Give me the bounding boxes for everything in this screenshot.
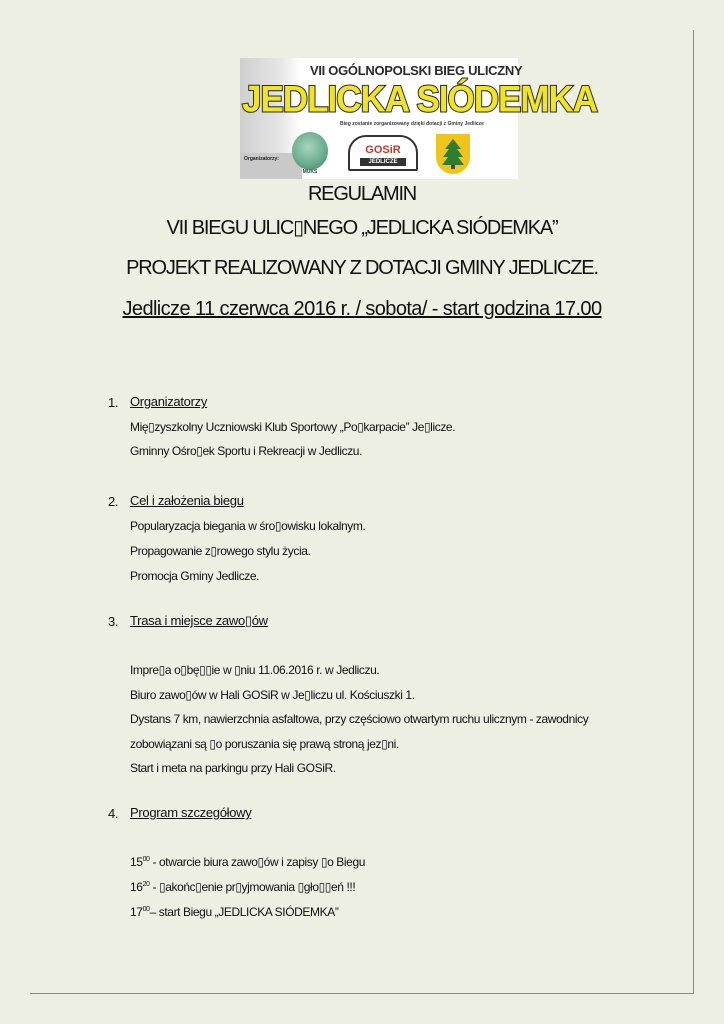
- section-number: 1.: [108, 395, 119, 410]
- section-number: 4.: [108, 806, 119, 821]
- program-item: [130, 855, 365, 869]
- muks-logo-text: MUKS: [302, 169, 318, 175]
- event-date-heading: Jedlicze 11 czerwca 2016 r. / sobota/ - start godzina 17.00: [122, 298, 602, 320]
- section-title-goals: Cel i założenia biegu: [130, 493, 244, 508]
- program-item: [130, 880, 355, 894]
- section-line: Start i meta na parkingu przy Hali GOSiR.: [130, 761, 336, 775]
- banner-funding-note: Bieg zostanie zorganizowany dzięki dotacji z Gminy Jedlicze: [340, 121, 484, 127]
- program-hour: 16: [130, 880, 143, 894]
- banner-organizers-label: Organizatorzy:: [244, 156, 280, 162]
- section-title-program: Program szczegółowy: [130, 805, 252, 820]
- program-hour: 17: [130, 905, 143, 919]
- jedlicze-crest-icon: [436, 134, 470, 174]
- program-minutes: 00: [142, 856, 150, 863]
- project-funding-heading: PROJEKT REALIZOWANY Z DOTACJI GMINY JEDLICZE.: [126, 257, 598, 279]
- banner-edition-text: VII OGÓLNOPOLSKI BIEG ULICZNY: [310, 63, 523, 78]
- section-line: Dystans 7 km, nawierzchnia asfaltowa, przy częściowo otwartym ruchu ulicznym - zawodnicy: [130, 712, 589, 726]
- section-line: Propagowanie z▯rowego stylu życia.: [130, 544, 311, 558]
- program-item: [130, 905, 338, 919]
- muks-logo-icon: [292, 132, 328, 170]
- section-line: Promocja Gminy Jedlicze.: [130, 569, 260, 583]
- banner-event-title: JEDLICKA SIÓDEMKA: [242, 79, 598, 120]
- section-line: Gminny Ośro▯ek Sportu i Rekreacji w Jedliczu.: [130, 444, 363, 458]
- section-number: 3.: [108, 614, 119, 629]
- section-line: Mię▯zyszkolny Uczniowski Klub Sportowy „Po▯karpacie” Je▯licze.: [130, 420, 456, 434]
- program-text: - ▯akońc▯enie pr▯yjmowania ▯gło▯▯eń !!!: [149, 880, 356, 894]
- program-minutes: 00: [142, 906, 150, 913]
- program-minutes: 20: [142, 881, 150, 888]
- section-title-organizers: Organizatorzy: [130, 394, 208, 409]
- fir-tree-icon: [441, 138, 465, 170]
- section-number: 2.: [108, 494, 119, 509]
- gosir-logo-subtext: JEDLICZE: [360, 158, 406, 166]
- document-title: REGULAMIN: [307, 183, 417, 205]
- document-subtitle: VII BIEGU ULIC▯NEGO „JEDLICKA SIÓDEMKA”: [166, 217, 558, 239]
- program-text: – start Biegu „JEDLICKA SIÓDEMKA”: [149, 905, 339, 919]
- section-line: zobowiązani są ▯o poruszania się prawą stroną jez▯ni.: [130, 737, 399, 751]
- program-text: - otwarcie biura zawo▯ów i zapisy ▯o Biegu: [149, 855, 366, 869]
- gosir-logo-text: GOSiR: [365, 144, 401, 156]
- section-line: Biuro zawo▯ów w Hali GOSiR w Je▯liczu ul. Kościuszki 1.: [130, 688, 415, 702]
- gosir-logo-icon: [348, 135, 418, 171]
- event-banner: [240, 58, 598, 179]
- section-line: Popularyzacja biegania w śro▯owisku lokalnym.: [130, 519, 366, 533]
- section-line: Impre▯a o▯bę▯▯ie w ▯niu 11.06.2016 r. w Jedliczu.: [130, 663, 380, 677]
- section-title-route: Trasa i miejsce zawo▯ów: [130, 613, 268, 628]
- program-hour: 15: [130, 855, 143, 869]
